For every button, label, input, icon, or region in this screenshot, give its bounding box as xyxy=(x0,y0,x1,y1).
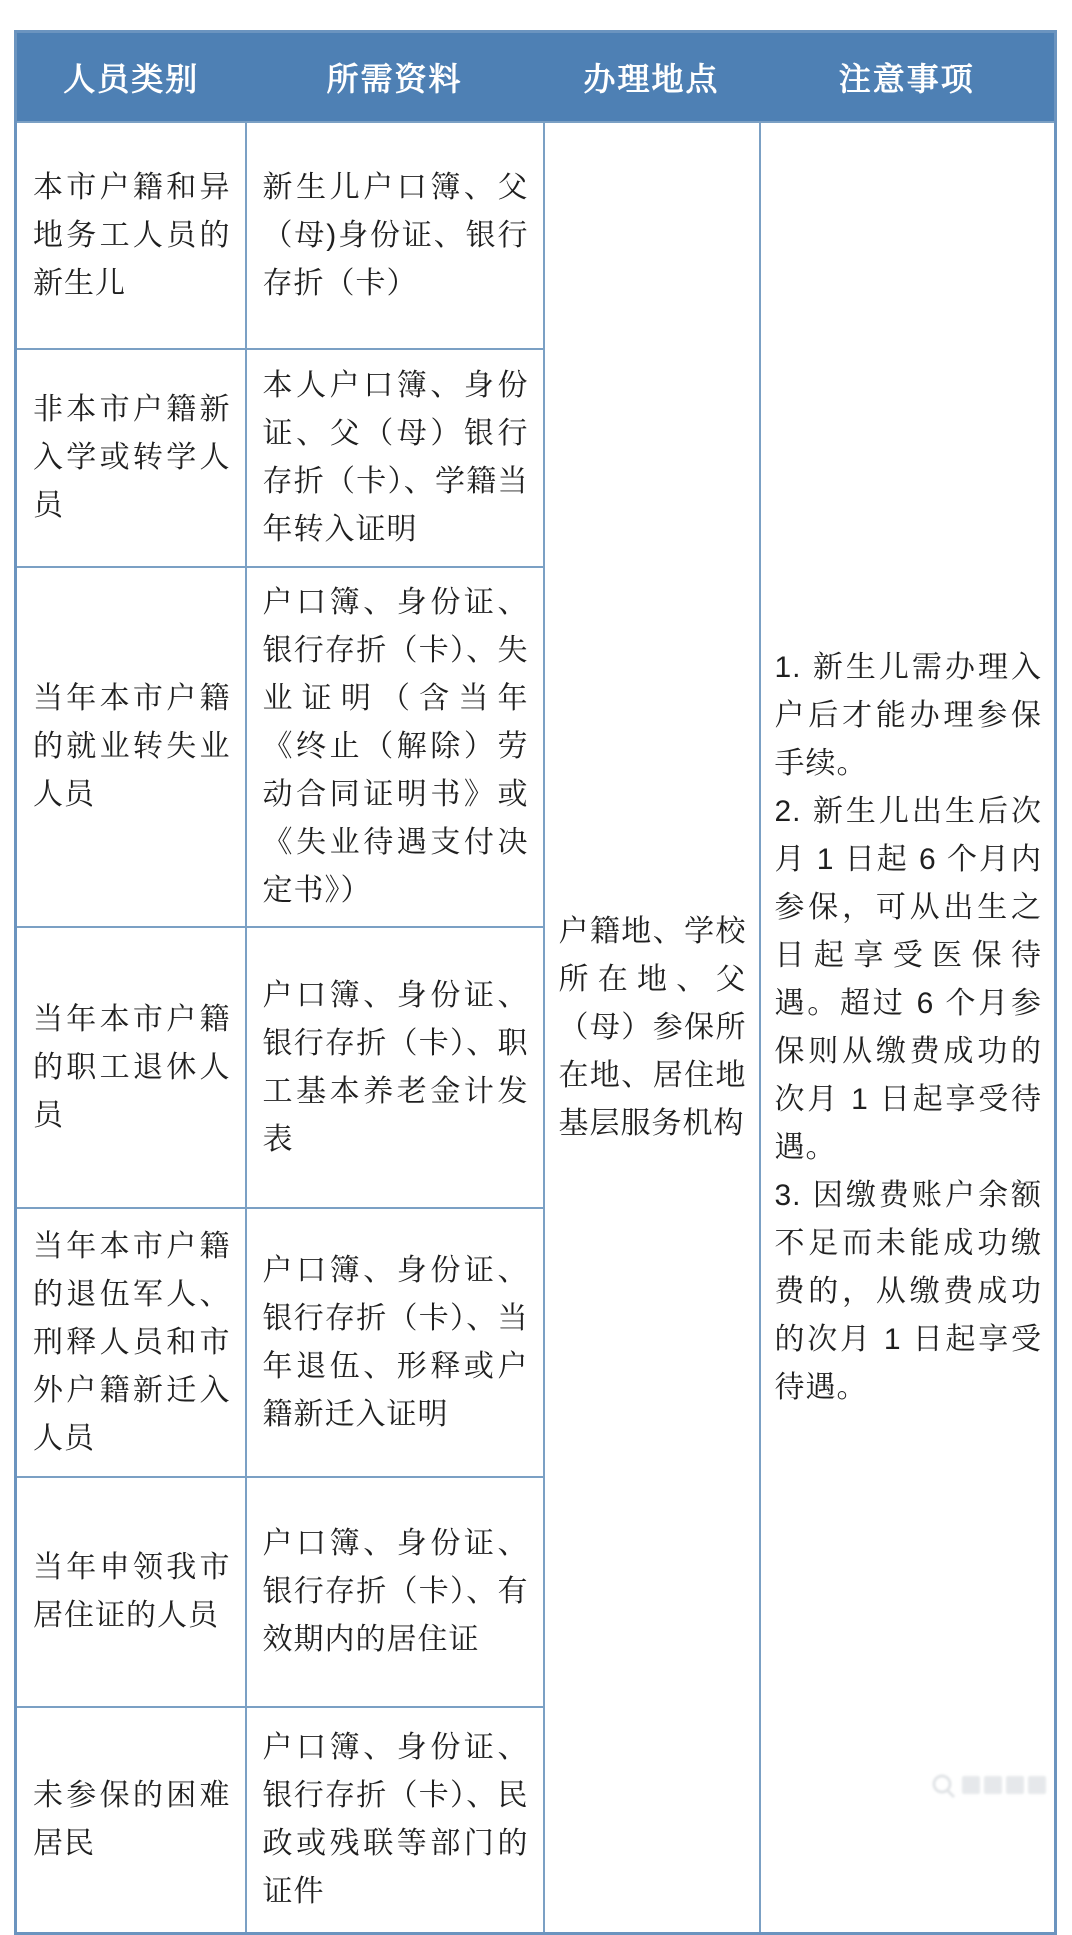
header-notes: 注意事项 xyxy=(760,32,1056,123)
materials-new-students: 本人户口簿、身份证、父（母）银行存折（卡）、学籍当年转入证明 xyxy=(246,349,544,567)
materials-retirees: 户口簿、身份证、银行存折（卡）、职工基本养老金计发表 xyxy=(246,927,544,1208)
note-item-3: 3. 因缴费账户余额不足而未能成功缴费的，从缴费成功的次月 1 日起享受待遇。 xyxy=(774,1178,1042,1404)
category-unemployed: 当年本市户籍的就业转失业人员 xyxy=(16,567,246,927)
watermark-logo xyxy=(930,1768,1060,1802)
table-row xyxy=(16,122,1056,349)
header-personnel-category: 人员类别 xyxy=(16,32,246,123)
category-veterans: 当年本市户籍的退伍军人、刑释人员和市外户籍新迁入人员 xyxy=(16,1208,246,1477)
enrollment-info-table xyxy=(14,30,1057,1935)
category-newborns: 本市户籍和异地务工人员的新生儿 xyxy=(16,122,246,349)
materials-newborns: 新生儿户口簿、父（母)身份证、银行存折（卡） xyxy=(246,122,544,349)
note-item-1: 1. 新生儿需办理入户后才能办理参保手续。 xyxy=(774,650,1042,780)
processing-location-cell: 户籍地、学校所在地、父（母）参保所在地、居住地基层服务机构 xyxy=(544,122,760,1934)
category-new-students: 非本市户籍新入学或转学人员 xyxy=(16,349,246,567)
materials-residence-permit: 户口簿、身份证、银行存折（卡）、有效期内的居住证 xyxy=(246,1477,544,1707)
category-uninsured-poor: 未参保的困难居民 xyxy=(16,1707,246,1934)
header-required-materials: 所需资料 xyxy=(246,32,544,123)
notes-cell xyxy=(760,122,1056,1934)
table-header-row xyxy=(16,32,1056,123)
note-item-2: 2. 新生儿出生后次月 1 日起 6 个月内参保，可从出生之日起享受医保待遇。超过 6 个月参保则从缴费成功的次月 1 日起享受待遇。 xyxy=(774,794,1042,1164)
category-retirees: 当年本市户籍的职工退休人员 xyxy=(16,927,246,1208)
category-residence-permit: 当年申领我市居住证的人员 xyxy=(16,1477,246,1707)
header-processing-location: 办理地点 xyxy=(544,32,760,123)
materials-uninsured-poor: 户口簿、身份证、银行存折（卡）、民政或残联等部门的证件 xyxy=(246,1707,544,1934)
enrollment-info-table-wrap xyxy=(14,30,1057,1935)
materials-unemployed: 户口簿、身份证、银行存折（卡）、失业证明（含当年《终止（解除）劳动合同证明书》或《失业待遇支付决定书》） xyxy=(246,567,544,927)
materials-veterans: 户口簿、身份证、银行存折（卡）、当年退伍、形释或户籍新迁入证明 xyxy=(246,1208,544,1477)
